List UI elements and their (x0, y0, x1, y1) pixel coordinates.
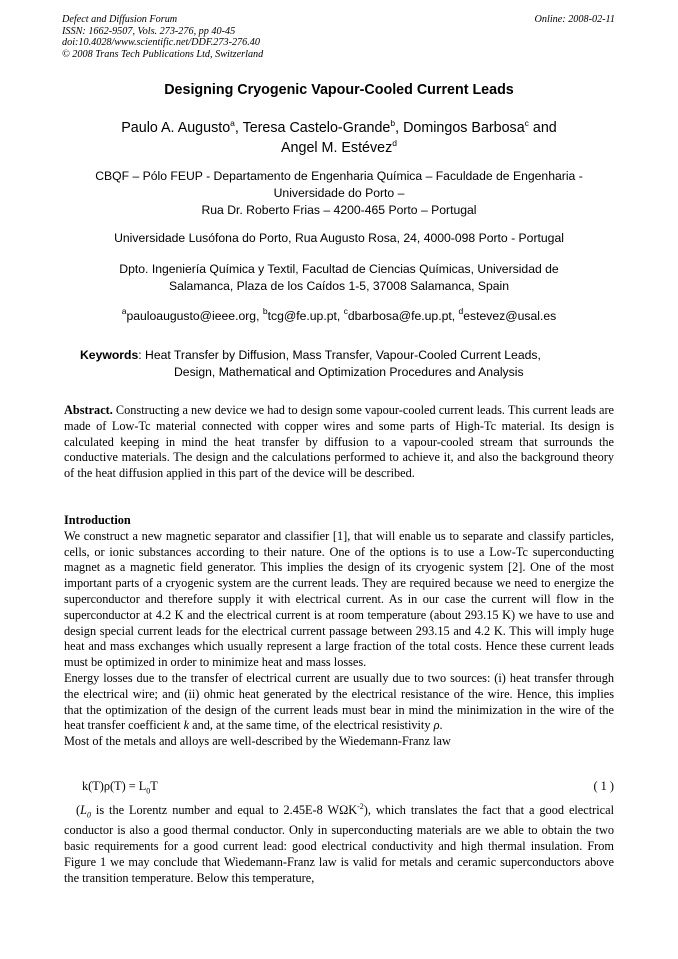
symbol-L: L (80, 803, 87, 818)
keywords-label: Keywords (80, 348, 139, 362)
journal-issn: ISSN: 1662-9507, Vols. 273-276, pp 40-45 (62, 25, 236, 37)
p2-text-2: and, at the same time, of the electrical resistivity (189, 718, 434, 733)
author-4-sup: d (392, 138, 397, 148)
author-4: Angel M. Estévez (281, 140, 393, 156)
author-list (50, 118, 628, 158)
affiliation-1-line-3: Rua Dr. Roberto Frias – 4200-465 Porto – Portugal (201, 203, 477, 217)
introduction-paragraph-4 (64, 799, 614, 887)
introduction-paragraph-3: Most of the metals and alloys are well-described by the Wiedemann-Franz law (64, 734, 451, 749)
p4-sup: -2 (357, 802, 364, 811)
email-1-sup: a (121, 306, 127, 316)
abstract-text: Constructing a new device we had to design some vapour-cooled current leads. This current leads are made of Low-Tc material connected with copper wires and some parts of High-Tc material. Its design is calculated keeping in mind the heat transfer by diffusion to a vapour-cooled stream that surrounds the conductive materials. The design and the calculations performed to achieve it, and also the background theory of the heat diffusion applied in this part of the device will be described. (64, 403, 614, 481)
journal-name: Defect and Diffusion Forum (62, 14, 178, 25)
email-2-sup: b (262, 306, 268, 316)
author-3: , Domingos Barbosa (395, 120, 525, 136)
affiliation-3-line-1: Dpto. Ingeniería Química y Textil, Facultad de Ciencias Químicas, Universidad de (119, 262, 559, 276)
journal-doi[interactable]: doi:10.4028/www.scientific.net/DDF.273-276.40 (62, 37, 260, 49)
affiliation-3 (50, 261, 628, 295)
symbol-k: k (183, 718, 190, 733)
introduction-paragraph-2 (64, 671, 614, 734)
introduction-heading: Introduction (64, 513, 131, 527)
author-3-sup: c (524, 118, 529, 128)
email-2[interactable]: tcg@fe.up.pt, (267, 309, 344, 323)
email-3[interactable]: dbarbosa@fe.up.pt, (347, 309, 459, 323)
online-date: Online: 2008-02-11 (534, 14, 615, 25)
email-4[interactable]: estevez@usal.es (463, 309, 557, 323)
p4-text-2: ), which translates the fact that a good electrical conductor is also a good thermal conductor. Only in superconducting materials are we able to obtain the two basic requirements for a good current lead: good electrical conductivity and high thermal insulation. From Figure 1 we may conclude that Wiedemann-Franz law is valid for metals and ceramic superconductors above the transition temperature. Below this temperature, (64, 803, 614, 885)
affiliation-1-line-1: CBQF – Pólo FEUP - Departamento de Engenharia Química – Faculdade de Engenharia - (95, 169, 583, 183)
p4-text-1: is the Lorentz number and equal to 2.45E-8 WΩK (90, 803, 358, 818)
equation-lhs: k(T)ρ(T) = L (82, 779, 147, 793)
abstract (64, 403, 614, 482)
journal-header (62, 14, 263, 60)
author-1-sup: a (230, 118, 235, 128)
affiliation-1-line-2: Universidade do Porto – (273, 186, 405, 200)
email-1[interactable]: pauloaugusto@ieee.org, (126, 309, 263, 323)
author-2: , Teresa Castelo-Grande (234, 120, 391, 136)
symbol-L-sub: 0 (86, 810, 91, 820)
keywords-block (80, 347, 600, 381)
email-4-sup: d (458, 306, 464, 316)
author-conjunction: and (528, 120, 557, 136)
author-2-sup: b (390, 118, 396, 128)
affiliation-1 (50, 168, 628, 219)
p4-open: ( (76, 803, 81, 818)
affiliation-2 (50, 230, 628, 247)
introduction-section (64, 513, 614, 750)
email-3-sup: c (343, 306, 348, 316)
equation-subscript: 0 (146, 786, 151, 796)
email-list (50, 308, 628, 325)
journal-copyright: © 2008 Trans Tech Publications Ltd, Switzerland (62, 48, 264, 60)
symbol-rho: ρ (433, 718, 440, 733)
equation-rhs: T (150, 779, 158, 793)
introduction-paragraph-1: We construct a new magnetic separator and classifier [1], that will enable us to separate and classify particles, cells, or ionic substances according to their nature. One of the options is to use a Low-Tc superconducting magnet as a magnetic field generator. This implies the design of its cryogenic system [2]. One of the most important parts of a cryogenic system are the current leads. They are required because we need to energize the superconductor and therefore supply it with electrical current. As in our case the current will flow in the superconductor at 4.2 K and the electrical current is at room temperature (about 293.15 K) we have to use and design special current leads for the electrical current passage between 293.15 and 4.2 K. This will imply huge heat and mass exchanges which usually represent a large fraction of the total costs. Hence these current leads must be optimized in order to minimize heat and mass losses. (64, 528, 614, 670)
keywords-line-1: : Heat Transfer by Diffusion, Mass Transfer, Vapour-Cooled Current Leads, (138, 348, 541, 362)
wiedemann-franz-equation (82, 779, 158, 795)
equation-1 (64, 779, 614, 797)
p2-text-3: . (439, 718, 443, 733)
affiliation-2-line: Universidade Lusófona do Porto, Rua Augusto Rosa, 24, 4000-098 Porto - Portugal (114, 231, 564, 245)
equation-number: ( 1 ) (593, 779, 614, 793)
author-1: Paulo A. Augusto (121, 120, 231, 136)
abstract-label: Abstract. (64, 403, 113, 417)
p2-text-1: Energy losses due to the transfer of electrical current are usually due to two sources: (i) heat transfer through the electrical wire; and (ii) ohmic heat generated by the electrical resistance of the wire. Hence, this implies that the optimization of the design of the current leads must bear in mind the minimization in the wire of the heat transfer coefficient (64, 670, 614, 733)
keywords-line-2: Design, Mathematical and Optimization Procedures and Analysis (174, 365, 524, 379)
paper-title: Designing Cryogenic Vapour-Cooled Current Leads (164, 82, 514, 98)
affiliation-3-line-2: Salamanca, Plaza de los Caídos 1-5, 37008 Salamanca, Spain (168, 279, 510, 293)
